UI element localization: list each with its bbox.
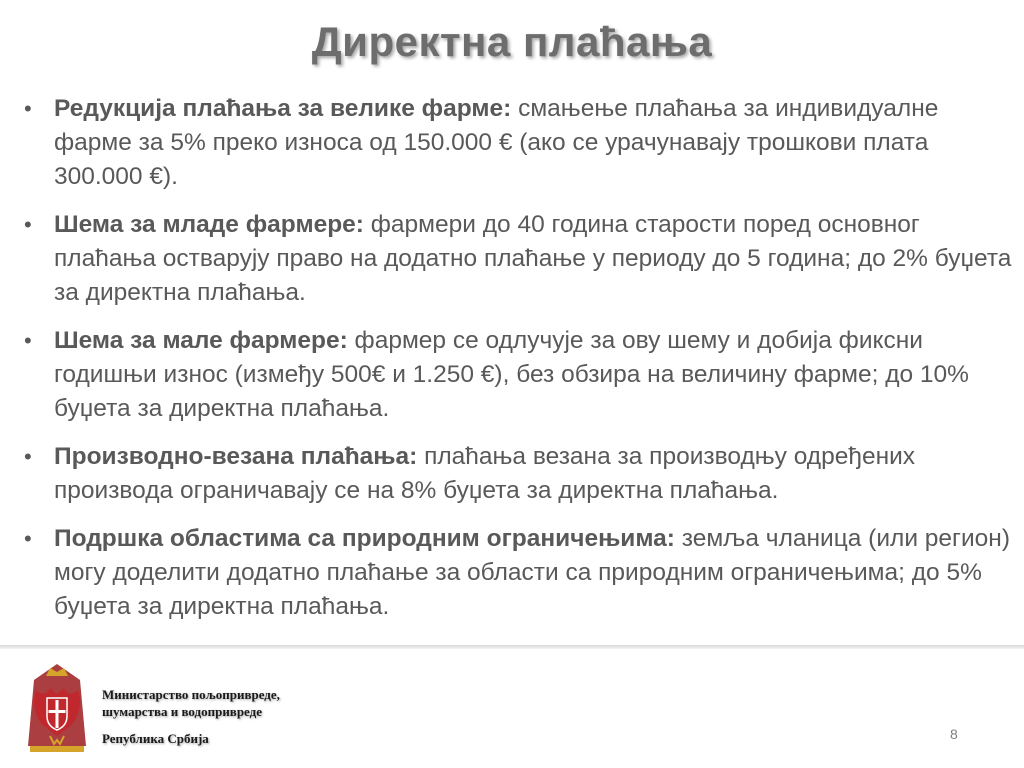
footer-divider [0, 645, 1024, 649]
bullet-dot-icon: • [24, 328, 32, 353]
serbian-coat-of-arms-icon [24, 660, 90, 756]
bullet-item [22, 208, 1012, 310]
bullet-text: фармери до 40 година старости поред основног плаћања остварују право на додатно плаћање у периоду до 5 година; до 2% буџета за директна плаћања. [54, 211, 1012, 306]
bullet-dot-icon: • [24, 444, 32, 469]
bullet-heading: Производно-везана плаћања: [54, 443, 418, 470]
page-number: 8 [950, 726, 958, 742]
bullet-text: земља чланица (или регион) могу доделити додатно плаћање за области са природним ограничењима; до 5% буџета за директна плаћања. [54, 525, 1010, 620]
bullet-item [22, 440, 1012, 508]
bullet-text: плаћања везана за производњу одређених производа ограничавају се на 8% буџета за директна плаћања. [54, 443, 916, 504]
bullet-heading: Шема за младе фармере: [54, 211, 364, 238]
ministry-name [102, 686, 280, 720]
republic-name: Република Србија [102, 731, 209, 746]
bullet-heading: Шема за мале фармере: [54, 327, 348, 354]
slide-title: Директна плаћања [311, 18, 713, 65]
bullet-heading: Подршка областима са природним ограничењима: [54, 525, 675, 552]
ministry-line-1: Министарство пољопривреде, [102, 687, 280, 702]
bullet-item [22, 92, 1012, 194]
bullet-text: фармер се одлучује за ову шему и добија фиксни годишњи износ (између 500€ и 1.250 €), без обзира на величину фарме; до 10% буџета за директна плаћања. [54, 327, 969, 422]
ministry-line-2: шумарства и водопривреде [102, 704, 263, 719]
bullet-dot-icon: • [24, 526, 32, 551]
bullet-list [22, 92, 1012, 638]
bullet-heading: Редукција плаћања за велике фарме: [54, 95, 512, 122]
bullet-item [22, 324, 1012, 426]
bullet-item [22, 522, 1012, 624]
bullet-text: смањење плаћања за индивидуалне фарме за 5% преко износа од 150.000 € (ако се урачунавају трошкови плата 300.000 €). [54, 95, 939, 190]
bullet-dot-icon: • [24, 96, 32, 121]
bullet-dot-icon: • [24, 212, 32, 237]
